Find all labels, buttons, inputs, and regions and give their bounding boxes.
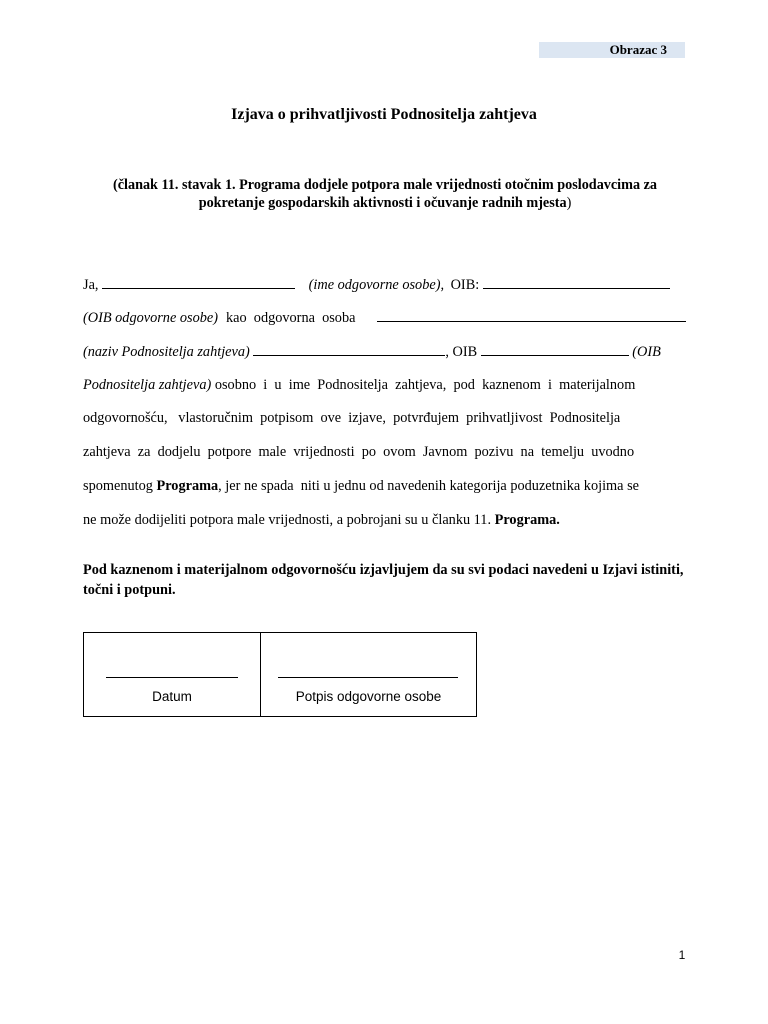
applicant-oib-blank bbox=[481, 343, 629, 356]
applicant-blank bbox=[253, 343, 445, 356]
body-line-8 bbox=[83, 510, 686, 530]
body-line-4 bbox=[83, 375, 686, 395]
subtitle-close-paren: ) bbox=[566, 195, 572, 211]
line7-c: , jer ne spada niti u jednu od navedenih kategorija poduzetnika kojima se bbox=[218, 478, 639, 494]
body-line-2 bbox=[83, 308, 686, 328]
programa-ref-2: Programa. bbox=[494, 512, 560, 528]
line8-a: ne može dodijeliti potpora male vrijednosti, a pobrojani su u članku 11. bbox=[83, 512, 492, 528]
form-number-badge: Obrazac 3 bbox=[539, 42, 685, 58]
document-subtitle bbox=[84, 176, 686, 212]
signature-cell bbox=[261, 633, 476, 716]
subtitle-line-1: (članak 11. stavak 1. Programa dodjele potpora male vrijednosti otočnim poslodavcima za bbox=[113, 177, 657, 193]
subtitle-line-2-text: pokretanje gospodarskih aktivnosti i očuvanje radnih mjesta bbox=[198, 195, 567, 211]
applicant-name-blank bbox=[377, 309, 686, 322]
oib-blank bbox=[483, 276, 670, 289]
oib-hint: (OIB odgovorne osobe) bbox=[83, 310, 218, 326]
document-title: Izjava o prihvatljivosti Podnositelja zahtjeva bbox=[231, 106, 537, 123]
subtitle-line-2 bbox=[84, 194, 686, 212]
signature-table bbox=[83, 632, 477, 717]
date-line[interactable] bbox=[106, 677, 238, 678]
name-hint: (ime odgovorne osobe), bbox=[308, 277, 445, 293]
body-line-5: odgovornošću, vlastoručnim potpisom ove izjave, potvrđujem prihvatljivost Podnositelja bbox=[83, 410, 621, 426]
applicant-name-hint: (naziv Podnositelja zahtjeva) bbox=[83, 344, 250, 360]
name-blank bbox=[102, 276, 295, 289]
role-text: kao odgovorna osoba bbox=[226, 310, 356, 326]
applicant-oib-hint-a: (OIB bbox=[632, 344, 661, 360]
body-line-6: zahtjeva za dodjelu potpore male vrijednosti po ovom Javnom pozivu na temelju uvodno bbox=[83, 444, 635, 460]
declaration-statement: Pod kaznenom i materijalnom odgovornošću izjavljujem da su svi podaci navedeni u Izjavi istiniti, točni i potpuni. bbox=[83, 562, 684, 598]
body-line-4-text: osobno i u ime Podnositelja zahtjeva, pod kaznenom i materijalnom bbox=[214, 377, 636, 393]
signature-label: Potpis odgovorne osobe bbox=[295, 689, 442, 704]
page-number: 1 bbox=[678, 948, 686, 962]
line7-a: spomenutog bbox=[83, 478, 153, 494]
oib-label: OIB: bbox=[450, 277, 480, 293]
programa-ref-1: Programa bbox=[156, 478, 219, 494]
date-label: Datum bbox=[152, 689, 192, 704]
oib2-label: , OIB bbox=[445, 344, 478, 360]
body-line-1 bbox=[83, 275, 686, 295]
applicant-oib-hint-b: Podnositelja zahtjeva) bbox=[83, 377, 212, 393]
body-line-7 bbox=[83, 476, 686, 496]
signature-line[interactable] bbox=[278, 677, 458, 678]
ja-text: Ja, bbox=[83, 277, 99, 293]
date-cell bbox=[84, 633, 261, 716]
body-line-3 bbox=[83, 342, 686, 362]
